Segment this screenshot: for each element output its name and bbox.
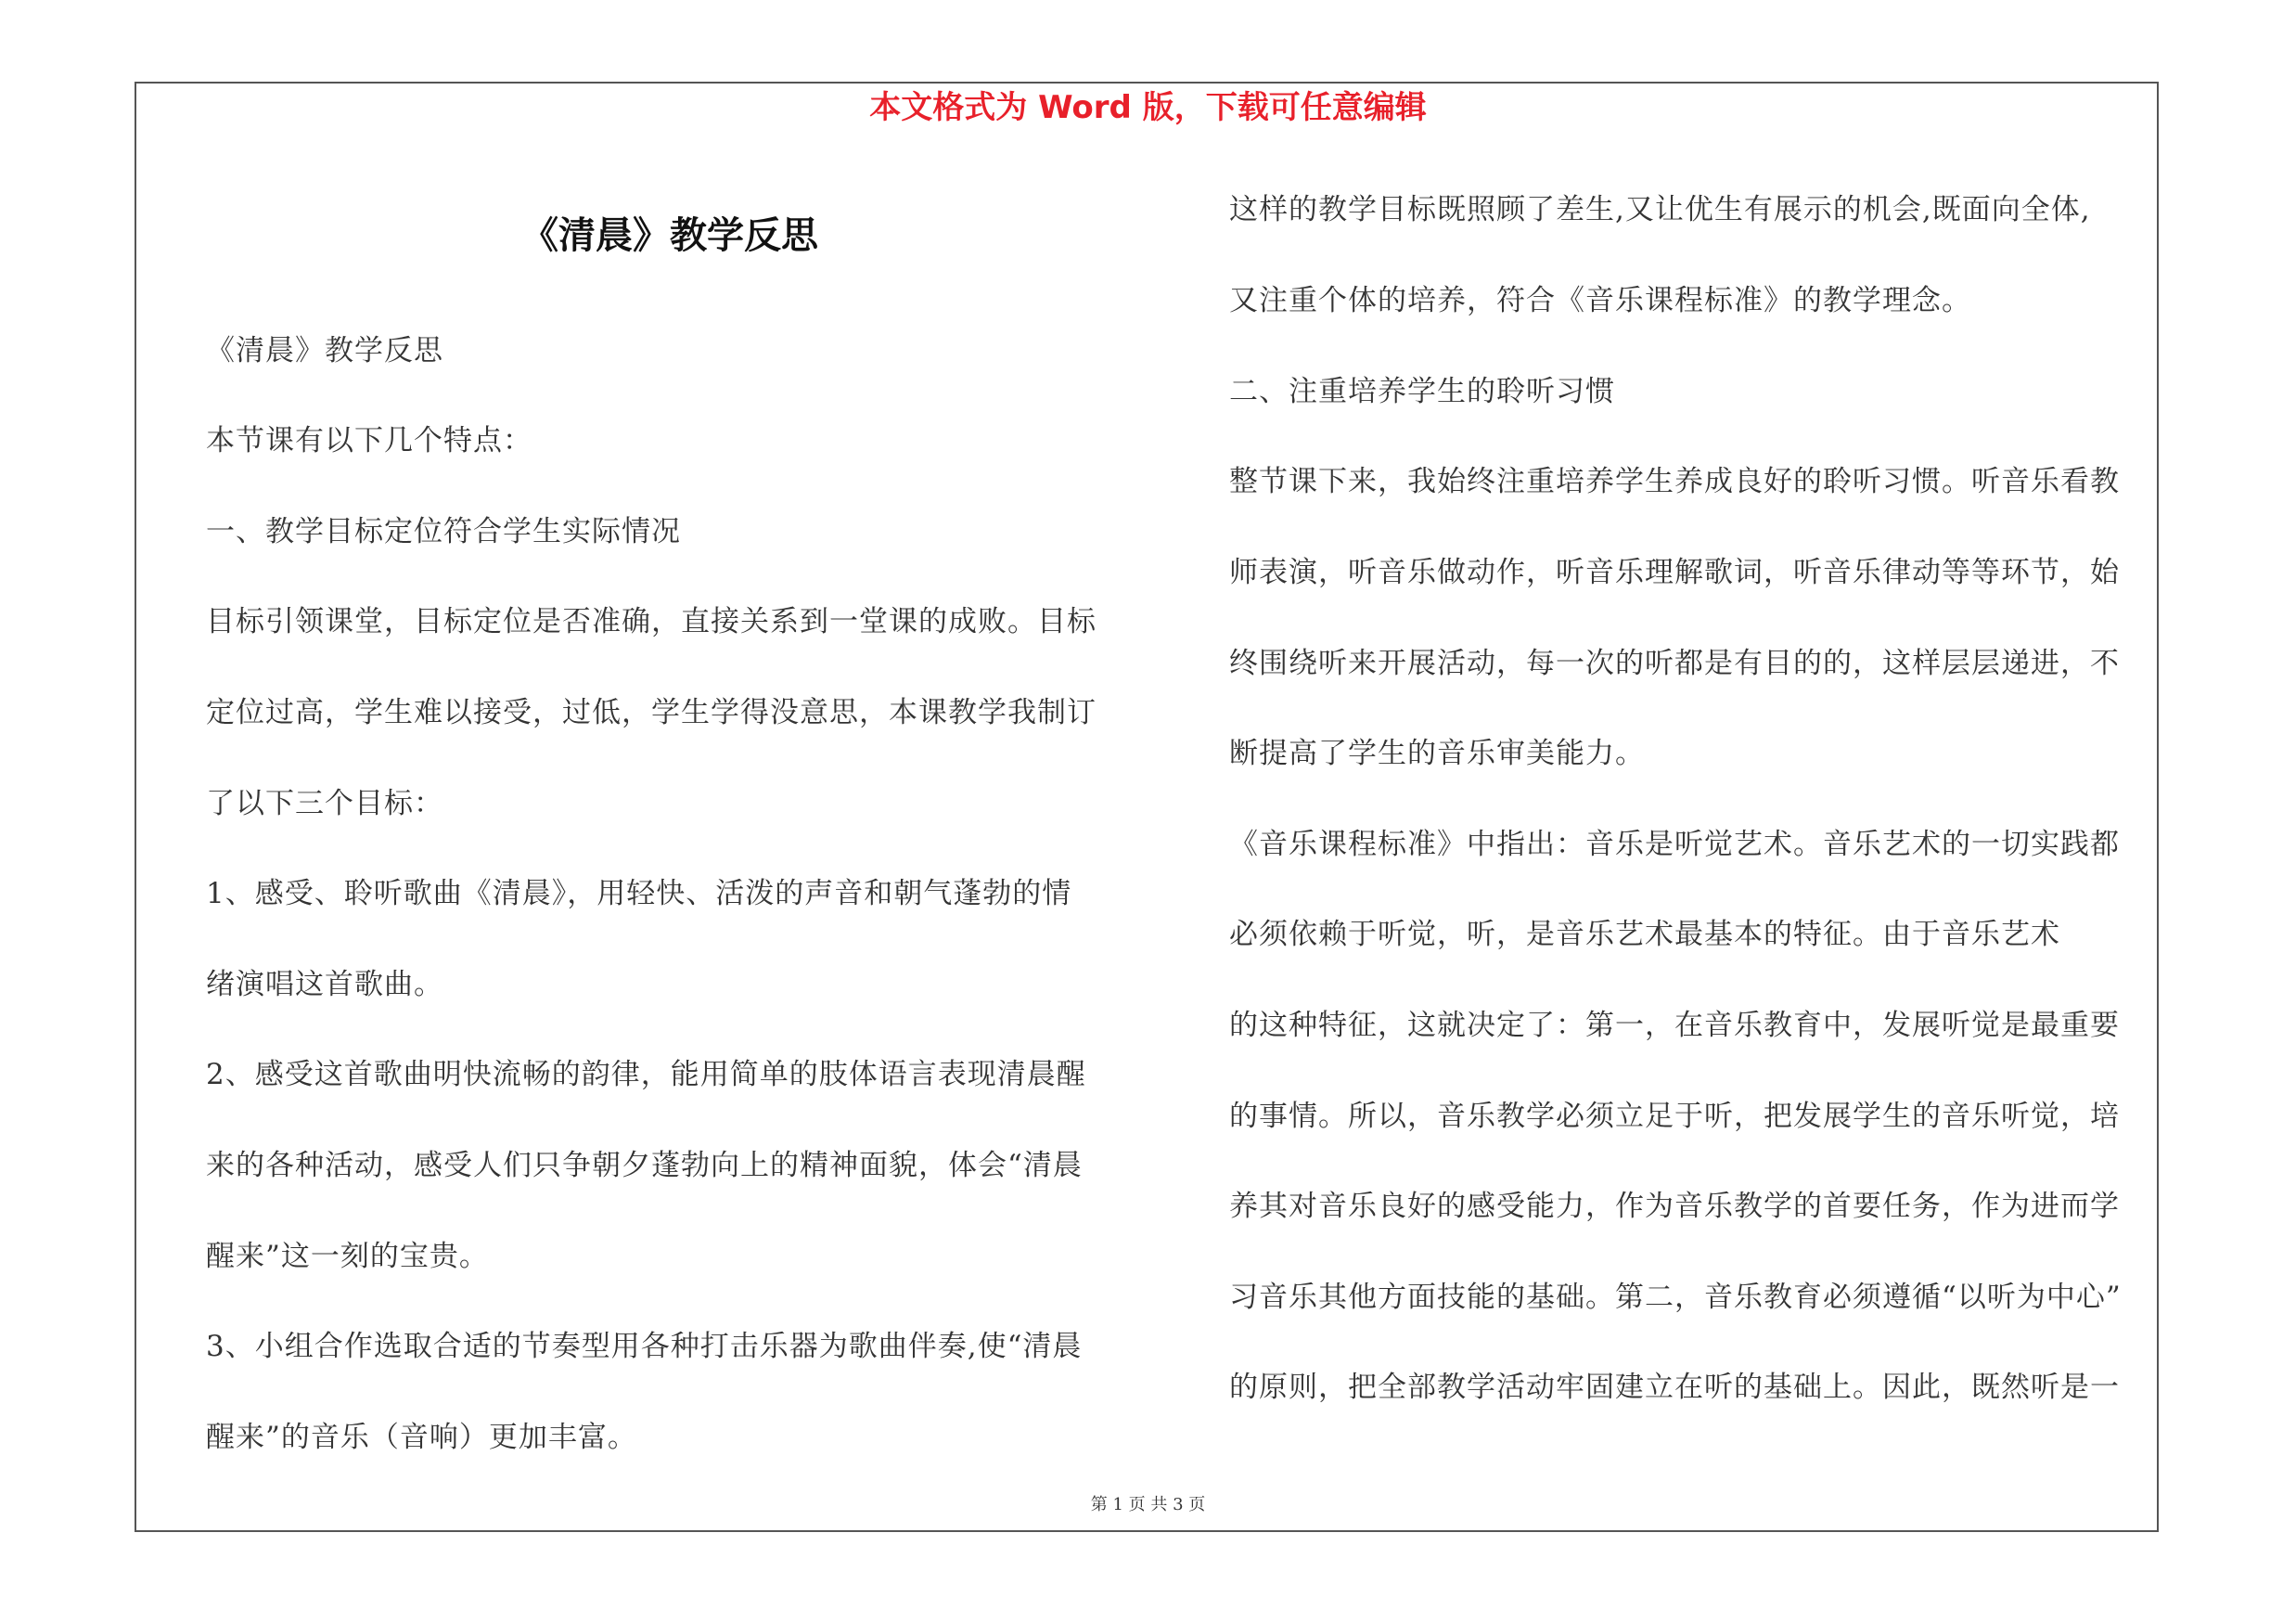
paragraph-line: 必须依赖于听觉，听，是音乐艺术最基本的特征。由于音乐艺术	[1229, 918, 2060, 951]
paragraph-line: 绪演唱这首歌曲。	[206, 968, 443, 1001]
paragraph-line: 师表演，听音乐做动作，听音乐理解歌词，听音乐律动等等环节，始	[1229, 556, 2120, 589]
paragraph-line: 《音乐课程标准》中指出：音乐是听觉艺术。音乐艺术的一切实践都	[1229, 828, 2120, 861]
paragraph-line: 整节课下来，我始终注重培养学生养成良好的聆听习惯。听音乐看教	[1229, 465, 2120, 498]
paragraph-line: 本节课有以下几个特点：	[206, 424, 532, 457]
paragraph-line: 终围绕听来开展活动，每一次的听都是有目的的，这样层层递进，不	[1229, 647, 2120, 680]
paragraph-line: 1、感受、聆听歌曲《清晨》，用轻快、活泼的声音和朝气蓬勃的情	[206, 877, 1072, 910]
paragraph-line: 断提高了学生的音乐审美能力。	[1229, 737, 1645, 770]
paragraph-line: 醒来”这一刻的宝贵。	[206, 1240, 489, 1273]
paragraph-line: 二、注重培养学生的聆听习惯	[1229, 375, 1615, 408]
paragraph-line: 来的各种活动，感受人们只争朝夕蓬勃向上的精神面貌，体会“清晨	[206, 1149, 1083, 1182]
paragraph-line: 的原则，把全部教学活动牢固建立在听的基础上。因此，既然听是一	[1229, 1371, 2120, 1404]
paragraph-line: 的这种特征，这就决定了：第一，在音乐教育中，发展听觉是最重要	[1229, 1009, 2120, 1042]
document-title: 《清晨》教学反思	[521, 213, 818, 257]
paragraph-line: 目标引领课堂，目标定位是否准确，直接关系到一堂课的成败。目标	[206, 605, 1097, 638]
paragraph-line: 定位过高，学生难以接受，过低，学生学得没意思，本课教学我制订	[206, 696, 1097, 729]
paragraph-line: 养其对音乐良好的感受能力，作为音乐教学的首要任务，作为进而学	[1229, 1190, 2120, 1223]
paragraph-line: 了以下三个目标：	[206, 787, 443, 820]
paragraph-line: 2、感受这首歌曲明快流畅的韵律，能用简单的肢体语言表现清晨醒	[206, 1058, 1086, 1091]
paragraph-line: 习音乐其他方面技能的基础。第二，音乐教育必须遵循“以听为中心”	[1229, 1281, 2122, 1314]
paragraph-line: 又注重个体的培养，符合《音乐课程标准》的教学理念。	[1229, 284, 1971, 317]
paragraph-line: 一、教学目标定位符合学生实际情况	[206, 515, 681, 548]
paragraph-line: 的事情。所以，音乐教学必须立足于听，把发展学生的音乐听觉，培	[1229, 1100, 2120, 1133]
format-banner: 本文格式为 Word 版，下载可任意编辑	[869, 89, 1427, 126]
page-number: 第 1 页 共 3 页	[1090, 1495, 1206, 1514]
paragraph-line: 这样的教学目标既照顾了差生,又让优生有展示的机会,既面向全体,	[1229, 193, 2091, 226]
paragraph-line: 醒来”的音乐（音响）更加丰富。	[206, 1421, 637, 1454]
paragraph-line: 《清晨》教学反思	[206, 334, 443, 367]
paragraph-line: 3、小组合作选取合适的节奏型用各种打击乐器为歌曲伴奏,使“清晨	[206, 1330, 1083, 1363]
